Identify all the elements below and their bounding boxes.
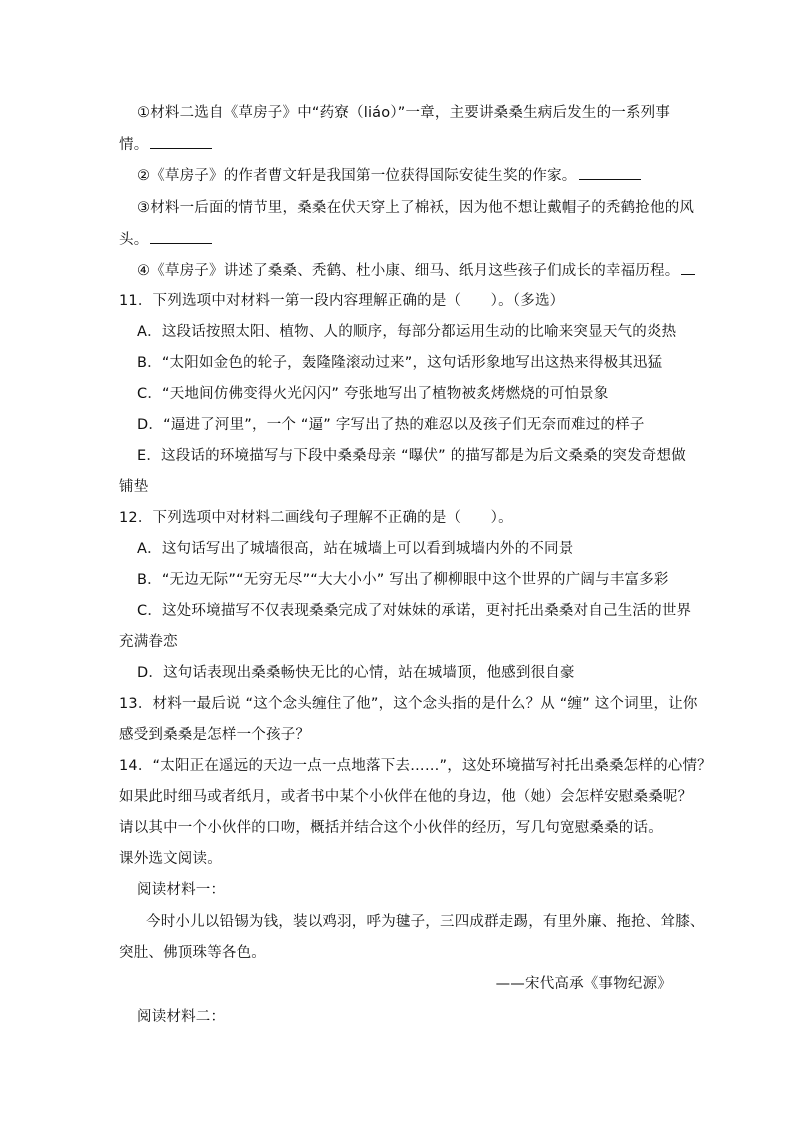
material-1-title: 阅读材料一： (137, 882, 226, 898)
statement-3-line-2 (119, 229, 212, 249)
q12-option-c-line-1[interactable]: C．这处环境描写不仅表现桑桑完成了对妹妹的承诺，更衬托出桑桑对自己生活的世界 (137, 603, 692, 619)
statement-1-line-1: ①材料二选自《草房子》中“药寮（liáo）”一章，主要讲桑桑生病后发生的一系列事 (137, 105, 671, 121)
answer-blank-3[interactable] (150, 229, 212, 244)
extra-reading-heading: 课外选文阅读。 (119, 851, 222, 867)
statement-2 (137, 165, 641, 185)
q12-option-c-line-2[interactable]: 充满眷恋 (119, 634, 178, 650)
statement-1-line-2 (119, 134, 212, 154)
statement-3-line-1: ③材料一后面的情节里，桑桑在伏天穿上了棉袄，因为他不想让戴帽子的秃鹤抢他的风 (137, 200, 695, 216)
q12-stem: 12．下列选项中对材料二画线句子理解不正确的是（ ）。 (119, 510, 513, 526)
statement-3-text: 头。 (119, 232, 149, 248)
q14-line-1: 14．“太阳正在遥远的天边一点一点地落下去……”，这处环境描写衬托出桑桑怎样的心情？ (119, 758, 712, 774)
q12-option-b[interactable]: B．“无边无际”“无穷无尽”“大大小小” 写出了柳柳眼中这个世界的广阔与丰富多彩 (137, 572, 669, 588)
q11-option-b[interactable]: B．“太阳如金色的轮子，轰隆隆滚动过来”，这句话形象地写出这热来得极其迅猛 (137, 355, 663, 371)
q11-stem: 11．下列选项中对材料一第一段内容理解正确的是（ ）。（多选） (119, 293, 565, 309)
q11-option-a[interactable]: A．这段话按照太阳、植物、人的顺序，每部分都运用生动的比喻来突显天气的炎热 (137, 324, 677, 340)
q14-line-2: 如果此时细马或者纸月，或者书中某个小伙伴在他的身边，他（她）会怎样安慰桑桑呢？ (119, 789, 693, 805)
q12-option-d[interactable]: D．这句话表现出桑桑畅快无比的心情，站在城墙顶，他感到很自豪 (137, 665, 575, 681)
q11-option-c[interactable]: C．“天地间仿佛变得火光闪闪” 夸张地写出了植物被炙烤燃烧的可怕景象 (137, 386, 609, 402)
statement-4 (137, 260, 695, 280)
statement-1-text: 情。 (119, 137, 149, 153)
answer-blank-2[interactable] (579, 165, 641, 180)
q11-option-e-line-2[interactable]: 铺垫 (119, 479, 149, 495)
q13-line-1: 13．材料一最后说 “这个念头缠住了他”，这个念头指的是什么？从 “缠” 这个词里，让你 (119, 696, 698, 712)
material-2-title: 阅读材料二： (137, 1009, 226, 1025)
answer-blank-4[interactable] (681, 260, 695, 275)
material-1-source: ——宋代高承《事物纪源》 (495, 976, 672, 992)
material-1-line-2: 突肚、佛顶珠等各色。 (119, 945, 266, 961)
material-1-line-1: 今时小儿以铅锡为钱，装以鸡羽，呼为毽子，三四成群走踢，有里外廉、拖抢、耸膝、 (146, 914, 705, 930)
statement-2-text: ②《草房子》的作者曹文轩是我国第一位获得国际安徒生奖的作家。 (137, 168, 577, 184)
q14-line-3: 请以其中一个小伙伴的口吻，概括并结合这个小伙伴的经历，写几句宽慰桑桑的话。 (119, 820, 663, 836)
answer-blank-1[interactable] (150, 134, 212, 149)
statement-4-text: ④《草房子》讲述了桑桑、秃鹤、杜小康、细马、纸月这些孩子们成长的幸福历程。 (137, 263, 680, 279)
q11-option-e-line-1[interactable]: E．这段话的环境描写与下段中桑桑母亲 “曝伏” 的描写都是为后文桑桑的突发奇想做 (137, 448, 686, 464)
q13-line-2: 感受到桑桑是怎样一个孩子？ (119, 727, 311, 743)
q12-option-a[interactable]: A．这句话写出了城墙很高，站在城墙上可以看到城墙内外的不同景 (137, 541, 574, 557)
q11-option-d[interactable]: D．“逼进了河里”，一个 “逼” 字写出了热的难忍以及孩子们无奈而难过的样子 (137, 417, 645, 433)
